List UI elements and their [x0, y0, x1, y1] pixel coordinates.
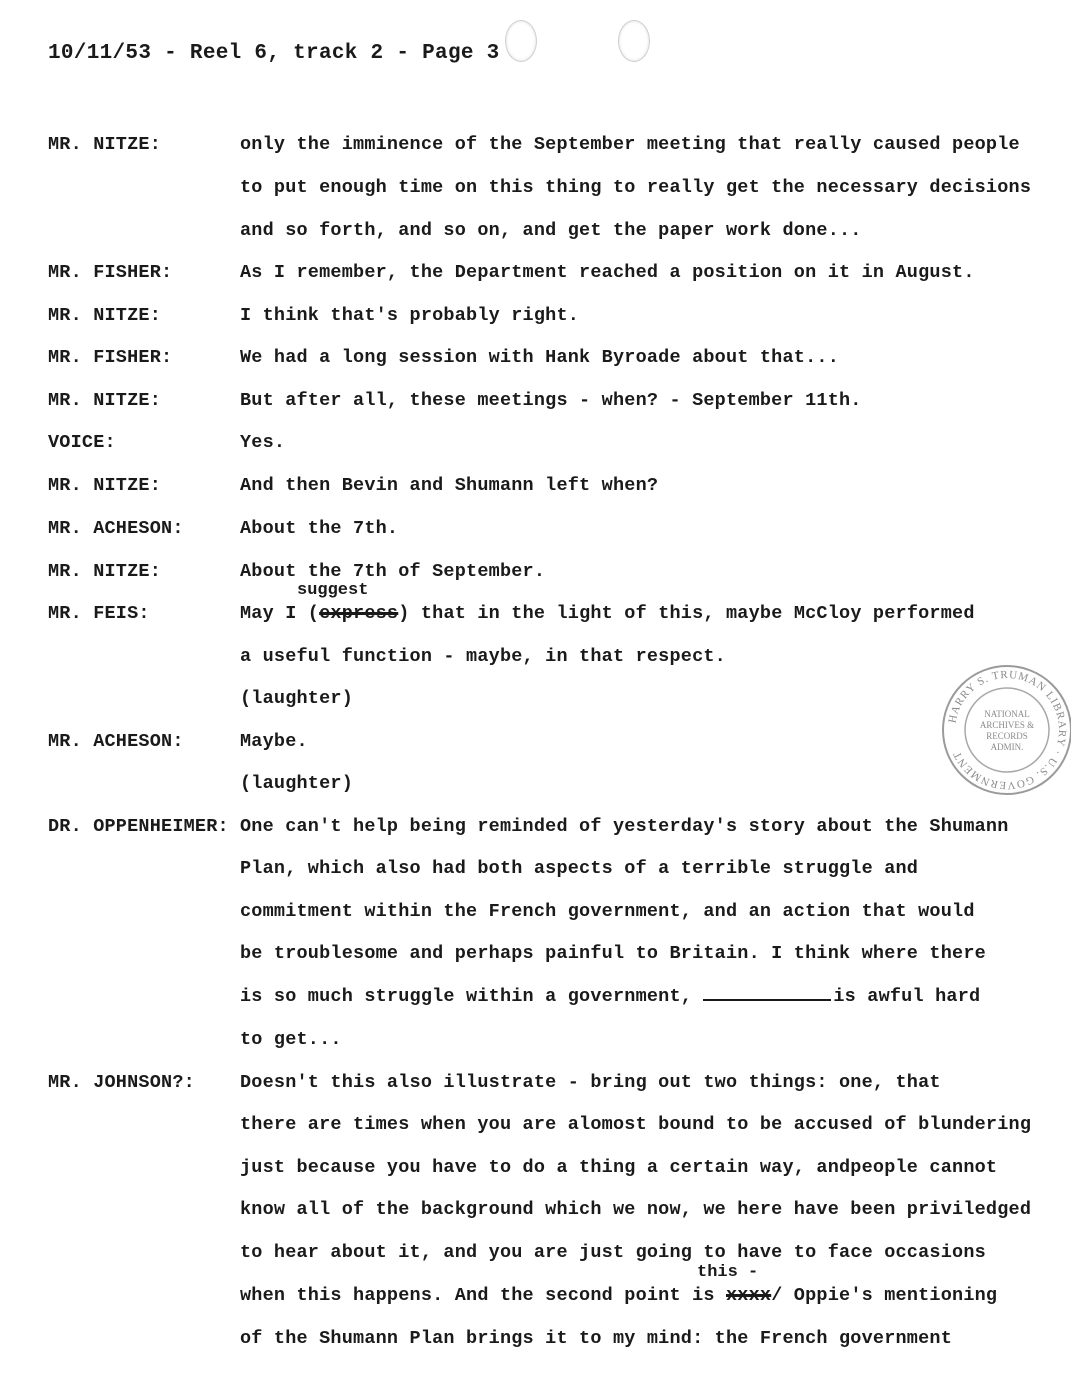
stamp-line: RECORDS [986, 731, 1028, 741]
transcript-line: We had a long session with Hank Byroade about that... [240, 347, 839, 368]
stamp-line: ADMIN. [990, 742, 1024, 752]
transcript-line: be troublesome and perhaps painful to Britain. I think where there [240, 943, 986, 964]
transcript-line: One can't help being reminded of yesterday's story about the Shumann [240, 816, 1009, 837]
stamp-ring-text: HARRY S. TRUMAN LIBRARY · U.S. GOVERNMENT [946, 668, 1069, 792]
transcript-line [240, 1285, 997, 1306]
transcript-line: About the 7th. [240, 518, 399, 539]
speaker-label: MR. ACHESON: [48, 731, 184, 752]
text-segment: May I ( [240, 603, 320, 624]
transcript-line: to put enough time on this thing to really get the necessary decisions [240, 177, 1032, 198]
transcript-line: just because you have to do a thing a certain way, andpeople cannot [240, 1157, 998, 1178]
transcript-line: (laughter) [240, 773, 354, 794]
blank-underline [703, 999, 831, 1001]
transcript-line: I think that's probably right. [240, 305, 580, 326]
transcript-line: Plan, which also had both aspects of a terrible struggle and [240, 858, 919, 879]
transcript-line: to get... [240, 1029, 342, 1050]
transcript-line: About the 7th of September. [240, 561, 546, 582]
transcript-line: Yes. [240, 432, 286, 453]
page-header: 10/11/53 - Reel 6, track 2 - Page 3 [48, 42, 500, 65]
speaker-label: DR. OPPENHEIMER: [48, 816, 229, 837]
speaker-label: MR. FISHER: [48, 262, 173, 283]
speaker-label: MR. FISHER: [48, 347, 173, 368]
text-segment: ) that in the light of this, maybe McCloy performed [398, 603, 975, 624]
struck-word: express [319, 603, 399, 624]
transcript-line: of the Shumann Plan brings it to my mind: the French government [240, 1328, 953, 1349]
stamp-line: ARCHIVES & [979, 720, 1035, 730]
speaker-label: MR. NITZE: [48, 134, 162, 155]
text-segment: / Oppie's mentioning [771, 1285, 998, 1306]
transcript-line [240, 603, 975, 624]
speaker-label: MR. FEIS: [48, 603, 150, 624]
speaker-label: MR. ACHESON: [48, 518, 184, 539]
transcript-line: a useful function - maybe, in that respect. [240, 646, 726, 667]
transcript-line: And then Bevin and Shumann left when? [240, 475, 659, 496]
struck-word: xxxx [725, 1285, 772, 1306]
transcript-line: But after all, these meetings - when? - September 11th. [240, 390, 862, 411]
speaker-label: MR. JOHNSON?: [48, 1072, 195, 1093]
transcript-line: only the imminence of the September meeting that really caused people [240, 134, 1020, 155]
transcript-line: and so forth, and so on, and get the paper work done... [240, 220, 862, 241]
transcript-line: Maybe. [240, 731, 308, 752]
speaker-label: MR. NITZE: [48, 390, 162, 411]
text-segment: is awful hard [833, 986, 981, 1007]
archive-stamp [940, 663, 1071, 797]
text-segment: is so much struggle within a government, [240, 986, 704, 1007]
transcript-line: to hear about it, and you are just going to have to face occasions [240, 1242, 986, 1263]
text-segment: when this happens. And the second point is [240, 1285, 726, 1306]
transcript-line: As I remember, the Department reached a position on it in August. [240, 262, 975, 283]
punch-hole-right [618, 20, 650, 62]
transcript-line: know all of the background which we now, we here have been priviledged [240, 1199, 1032, 1220]
transcript-line: commitment within the French government, and an action that would [240, 901, 975, 922]
speaker-label: VOICE: [48, 432, 116, 453]
stamp-line: NATIONAL [984, 709, 1030, 719]
transcript-line: (laughter) [240, 688, 354, 709]
transcript-line: Doesn't this also illustrate - bring out two things: one, that [240, 1072, 941, 1093]
speaker-label: MR. NITZE: [48, 561, 162, 582]
transcript-line [240, 986, 980, 1007]
transcript-line: there are times when you are alomost bound to be accused of blundering [240, 1114, 1032, 1135]
handwritten-insertion: this - [697, 1263, 759, 1282]
punch-hole-left [505, 20, 537, 62]
speaker-label: MR. NITZE: [48, 475, 162, 496]
handwritten-insertion: suggest [297, 581, 369, 600]
speaker-label: MR. NITZE: [48, 305, 162, 326]
